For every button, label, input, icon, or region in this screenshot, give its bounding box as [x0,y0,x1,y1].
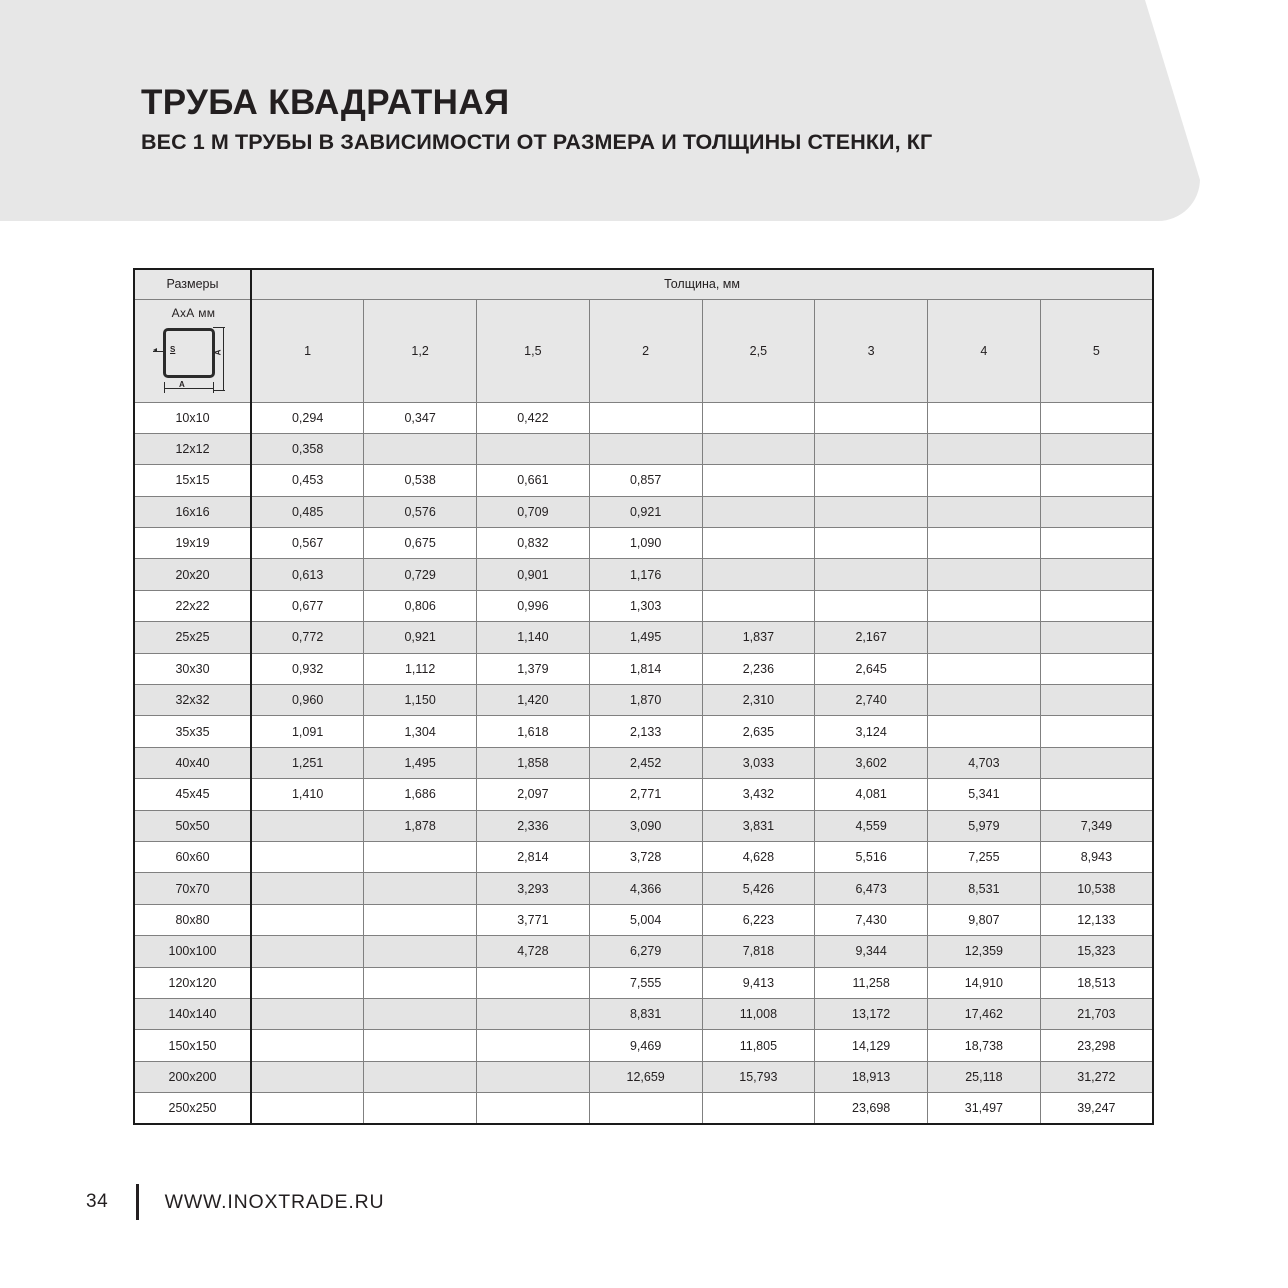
row-value-cell: 9,469 [589,1030,702,1061]
table-header-row-thickness [134,299,1153,402]
row-value-cell: 4,628 [702,841,815,872]
row-value-cell: 3,728 [589,841,702,872]
row-size-cell: 120x120 [134,967,251,998]
row-value-cell [364,936,477,967]
table-row [134,653,1153,684]
table-header [134,269,1153,402]
row-value-cell: 18,738 [928,1030,1041,1061]
row-value-cell [1040,559,1153,590]
row-value-cell: 0,294 [251,402,364,433]
row-value-cell: 6,279 [589,936,702,967]
weights-table-container [133,268,1152,1125]
row-value-cell [477,1093,590,1124]
table-row [134,1093,1153,1124]
row-value-cell [928,433,1041,464]
row-value-cell [702,528,815,559]
table-header-row-top [134,269,1153,299]
row-value-cell: 2,645 [815,653,928,684]
row-size-cell: 250x250 [134,1093,251,1124]
row-value-cell: 2,236 [702,653,815,684]
row-value-cell [928,528,1041,559]
row-value-cell: 0,675 [364,528,477,559]
table-row [134,1030,1153,1061]
page-subtitle: ВЕС 1 М ТРУБЫ В ЗАВИСИМОСТИ ОТ РАЗМЕРА И ТОЛЩИНЫ СТЕНКИ, КГ [141,130,933,155]
row-value-cell [1040,716,1153,747]
row-value-cell [815,496,928,527]
row-value-cell: 0,358 [251,433,364,464]
row-value-cell: 0,538 [364,465,477,496]
row-value-cell [477,967,590,998]
row-value-cell [928,716,1041,747]
row-value-cell: 5,004 [589,904,702,935]
diagram-width-label: A [179,379,185,389]
row-value-cell [1040,433,1153,464]
row-value-cell: 1,091 [251,716,364,747]
diagram-axa-label: АхА мм [171,305,216,320]
row-value-cell [928,622,1041,653]
row-size-cell: 25x25 [134,622,251,653]
row-value-cell: 4,728 [477,936,590,967]
row-size-cell: 19x19 [134,528,251,559]
row-value-cell: 0,921 [589,496,702,527]
row-value-cell: 12,359 [928,936,1041,967]
row-value-cell: 2,740 [815,685,928,716]
row-value-cell [928,590,1041,621]
row-value-cell [1040,779,1153,810]
row-value-cell [251,904,364,935]
row-value-cell: 0,567 [251,528,364,559]
header-text-block [141,84,932,155]
row-value-cell: 1,379 [477,653,590,684]
row-value-cell [815,559,928,590]
row-value-cell: 7,349 [1040,810,1153,841]
row-value-cell: 1,495 [364,747,477,778]
row-value-cell: 7,430 [815,904,928,935]
row-value-cell: 23,298 [1040,1030,1153,1061]
row-value-cell [928,559,1041,590]
row-value-cell [251,1093,364,1124]
table-row [134,747,1153,778]
row-value-cell: 1,495 [589,622,702,653]
row-value-cell [928,653,1041,684]
row-value-cell: 5,979 [928,810,1041,841]
row-size-cell: 22x22 [134,590,251,621]
row-value-cell [928,496,1041,527]
row-value-cell: 4,366 [589,873,702,904]
row-value-cell: 0,857 [589,465,702,496]
website-url: WWW.INOXTRADE.RU [164,1190,385,1213]
row-value-cell: 0,996 [477,590,590,621]
row-value-cell: 1,090 [589,528,702,559]
row-value-cell: 0,661 [477,465,590,496]
row-value-cell: 18,913 [815,1061,928,1092]
row-value-cell [1040,622,1153,653]
thickness-col-2: 1,2 [364,299,477,402]
row-value-cell [702,496,815,527]
row-value-cell: 0,677 [251,590,364,621]
row-value-cell [702,433,815,464]
row-value-cell: 0,960 [251,685,364,716]
table-row [134,685,1153,716]
thickness-col-4: 2 [589,299,702,402]
row-value-cell: 18,513 [1040,967,1153,998]
row-value-cell: 7,555 [589,967,702,998]
row-size-cell: 12x12 [134,433,251,464]
row-value-cell [477,1061,590,1092]
row-value-cell: 7,255 [928,841,1041,872]
table-row [134,622,1153,653]
row-value-cell: 12,659 [589,1061,702,1092]
row-value-cell [364,904,477,935]
row-value-cell: 8,943 [1040,841,1153,872]
row-value-cell [364,967,477,998]
row-value-cell: 0,709 [477,496,590,527]
row-value-cell: 2,167 [815,622,928,653]
row-value-cell [1040,496,1153,527]
table-row [134,559,1153,590]
row-value-cell: 3,432 [702,779,815,810]
row-value-cell: 3,090 [589,810,702,841]
row-value-cell: 0,832 [477,528,590,559]
row-value-cell: 0,729 [364,559,477,590]
row-value-cell [364,1093,477,1124]
thickness-col-3: 1,5 [477,299,590,402]
row-value-cell: 0,772 [251,622,364,653]
row-value-cell: 5,341 [928,779,1041,810]
row-value-cell: 3,124 [815,716,928,747]
row-value-cell: 1,140 [477,622,590,653]
row-value-cell: 39,247 [1040,1093,1153,1124]
row-value-cell: 3,033 [702,747,815,778]
row-value-cell: 0,806 [364,590,477,621]
row-value-cell: 0,613 [251,559,364,590]
row-value-cell [702,402,815,433]
row-value-cell: 31,497 [928,1093,1041,1124]
table-row [134,998,1153,1029]
tube-diagram-cell [134,299,251,402]
row-value-cell: 6,473 [815,873,928,904]
diagram-height-label: A [213,349,223,355]
row-value-cell [364,841,477,872]
row-size-cell: 30x30 [134,653,251,684]
row-value-cell: 1,112 [364,653,477,684]
row-value-cell: 0,485 [251,496,364,527]
row-value-cell: 5,516 [815,841,928,872]
row-value-cell: 1,870 [589,685,702,716]
page-title: ТРУБА КВАДРАТНАЯ [141,83,510,122]
row-value-cell [251,936,364,967]
row-value-cell: 1,251 [251,747,364,778]
row-value-cell: 8,831 [589,998,702,1029]
row-value-cell [251,1061,364,1092]
row-value-cell [589,433,702,464]
row-value-cell: 2,133 [589,716,702,747]
row-value-cell [1040,402,1153,433]
row-value-cell: 31,272 [1040,1061,1153,1092]
row-value-cell [815,528,928,559]
row-size-cell: 140x140 [134,998,251,1029]
row-size-cell: 45x45 [134,779,251,810]
row-value-cell: 0,453 [251,465,364,496]
row-value-cell [364,998,477,1029]
row-value-cell: 0,347 [364,402,477,433]
table-row [134,716,1153,747]
table-row [134,1061,1153,1092]
row-value-cell: 1,420 [477,685,590,716]
row-value-cell: 7,818 [702,936,815,967]
row-value-cell [815,433,928,464]
row-value-cell [928,402,1041,433]
row-value-cell [1040,653,1153,684]
square-tube-diagram-icon [135,300,252,402]
row-size-cell: 15x15 [134,465,251,496]
row-value-cell: 0,921 [364,622,477,653]
row-value-cell: 2,771 [589,779,702,810]
row-value-cell: 9,413 [702,967,815,998]
row-value-cell: 1,176 [589,559,702,590]
row-value-cell: 2,097 [477,779,590,810]
table-row [134,590,1153,621]
row-value-cell: 2,310 [702,685,815,716]
row-value-cell: 1,150 [364,685,477,716]
row-size-cell: 35x35 [134,716,251,747]
table-body [134,402,1153,1124]
row-value-cell [702,465,815,496]
row-value-cell: 25,118 [928,1061,1041,1092]
row-value-cell [251,998,364,1029]
row-value-cell: 11,008 [702,998,815,1029]
row-value-cell [1040,590,1153,621]
row-value-cell: 8,531 [928,873,1041,904]
row-value-cell [589,402,702,433]
sizes-header-cell: Размеры [134,269,251,299]
thickness-col-8: 5 [1040,299,1153,402]
row-size-cell: 16x16 [134,496,251,527]
table-row [134,433,1153,464]
footer-divider [136,1184,139,1220]
row-value-cell: 15,793 [702,1061,815,1092]
row-value-cell [815,465,928,496]
row-value-cell: 2,635 [702,716,815,747]
row-value-cell: 6,223 [702,904,815,935]
row-value-cell [815,590,928,621]
row-value-cell [477,433,590,464]
row-value-cell: 14,910 [928,967,1041,998]
row-value-cell: 1,410 [251,779,364,810]
row-value-cell: 1,303 [589,590,702,621]
row-value-cell: 4,559 [815,810,928,841]
row-value-cell: 3,602 [815,747,928,778]
row-size-cell: 20x20 [134,559,251,590]
table-row [134,841,1153,872]
table-row [134,810,1153,841]
row-value-cell [928,465,1041,496]
row-value-cell [364,1030,477,1061]
row-value-cell [251,810,364,841]
row-value-cell [251,841,364,872]
row-value-cell [1040,685,1153,716]
row-size-cell: 50x50 [134,810,251,841]
row-value-cell: 1,618 [477,716,590,747]
row-value-cell [364,433,477,464]
row-size-cell: 70x70 [134,873,251,904]
row-value-cell: 0,576 [364,496,477,527]
row-value-cell: 1,878 [364,810,477,841]
diagram-wall-arrow-icon [153,351,166,352]
page-number: 34 [86,1191,109,1212]
row-value-cell [702,559,815,590]
table-row [134,779,1153,810]
table-row [134,528,1153,559]
row-value-cell [1040,747,1153,778]
row-size-cell: 100x100 [134,936,251,967]
row-value-cell [702,590,815,621]
row-value-cell: 0,901 [477,559,590,590]
row-value-cell: 1,858 [477,747,590,778]
row-value-cell: 1,837 [702,622,815,653]
row-value-cell: 1,814 [589,653,702,684]
thickness-col-1: 1 [251,299,364,402]
row-value-cell [251,967,364,998]
row-value-cell: 11,258 [815,967,928,998]
row-value-cell: 15,323 [1040,936,1153,967]
thickness-col-7: 4 [928,299,1041,402]
row-value-cell [477,1030,590,1061]
row-value-cell [589,1093,702,1124]
row-value-cell: 3,771 [477,904,590,935]
row-value-cell: 3,293 [477,873,590,904]
row-value-cell: 1,686 [364,779,477,810]
row-value-cell: 4,703 [928,747,1041,778]
row-value-cell: 2,814 [477,841,590,872]
table-row [134,873,1153,904]
row-value-cell: 3,831 [702,810,815,841]
row-size-cell: 80x80 [134,904,251,935]
row-value-cell: 0,932 [251,653,364,684]
row-value-cell: 9,344 [815,936,928,967]
row-value-cell: 0,422 [477,402,590,433]
table-row [134,465,1153,496]
thickness-col-5: 2,5 [702,299,815,402]
row-value-cell: 23,698 [815,1093,928,1124]
row-value-cell [1040,465,1153,496]
row-size-cell: 10x10 [134,402,251,433]
row-value-cell: 4,081 [815,779,928,810]
diagram-height-line [223,327,224,391]
thickness-header-cell: Толщина, мм [251,269,1153,299]
table-row [134,904,1153,935]
row-value-cell: 2,336 [477,810,590,841]
row-value-cell: 17,462 [928,998,1041,1029]
row-size-cell: 150x150 [134,1030,251,1061]
row-value-cell [251,873,364,904]
row-size-cell: 32x32 [134,685,251,716]
row-value-cell: 13,172 [815,998,928,1029]
diagram-wall-label: S [170,344,176,354]
row-value-cell [364,873,477,904]
row-value-cell [1040,528,1153,559]
page-footer [86,1182,384,1222]
row-size-cell: 200x200 [134,1061,251,1092]
row-value-cell: 12,133 [1040,904,1153,935]
row-value-cell: 10,538 [1040,873,1153,904]
table-row [134,967,1153,998]
table-row [134,936,1153,967]
row-value-cell [928,685,1041,716]
row-value-cell [364,1061,477,1092]
row-value-cell: 9,807 [928,904,1041,935]
row-value-cell: 5,426 [702,873,815,904]
thickness-col-6: 3 [815,299,928,402]
row-value-cell: 21,703 [1040,998,1153,1029]
table-row [134,402,1153,433]
row-value-cell: 11,805 [702,1030,815,1061]
row-value-cell [702,1093,815,1124]
row-value-cell [477,998,590,1029]
row-size-cell: 60x60 [134,841,251,872]
row-value-cell: 2,452 [589,747,702,778]
table-row [134,496,1153,527]
row-value-cell [251,1030,364,1061]
row-value-cell: 1,304 [364,716,477,747]
diagram-width-line [164,388,214,389]
weights-table [133,268,1154,1125]
row-value-cell [815,402,928,433]
row-value-cell: 14,129 [815,1030,928,1061]
row-size-cell: 40x40 [134,747,251,778]
